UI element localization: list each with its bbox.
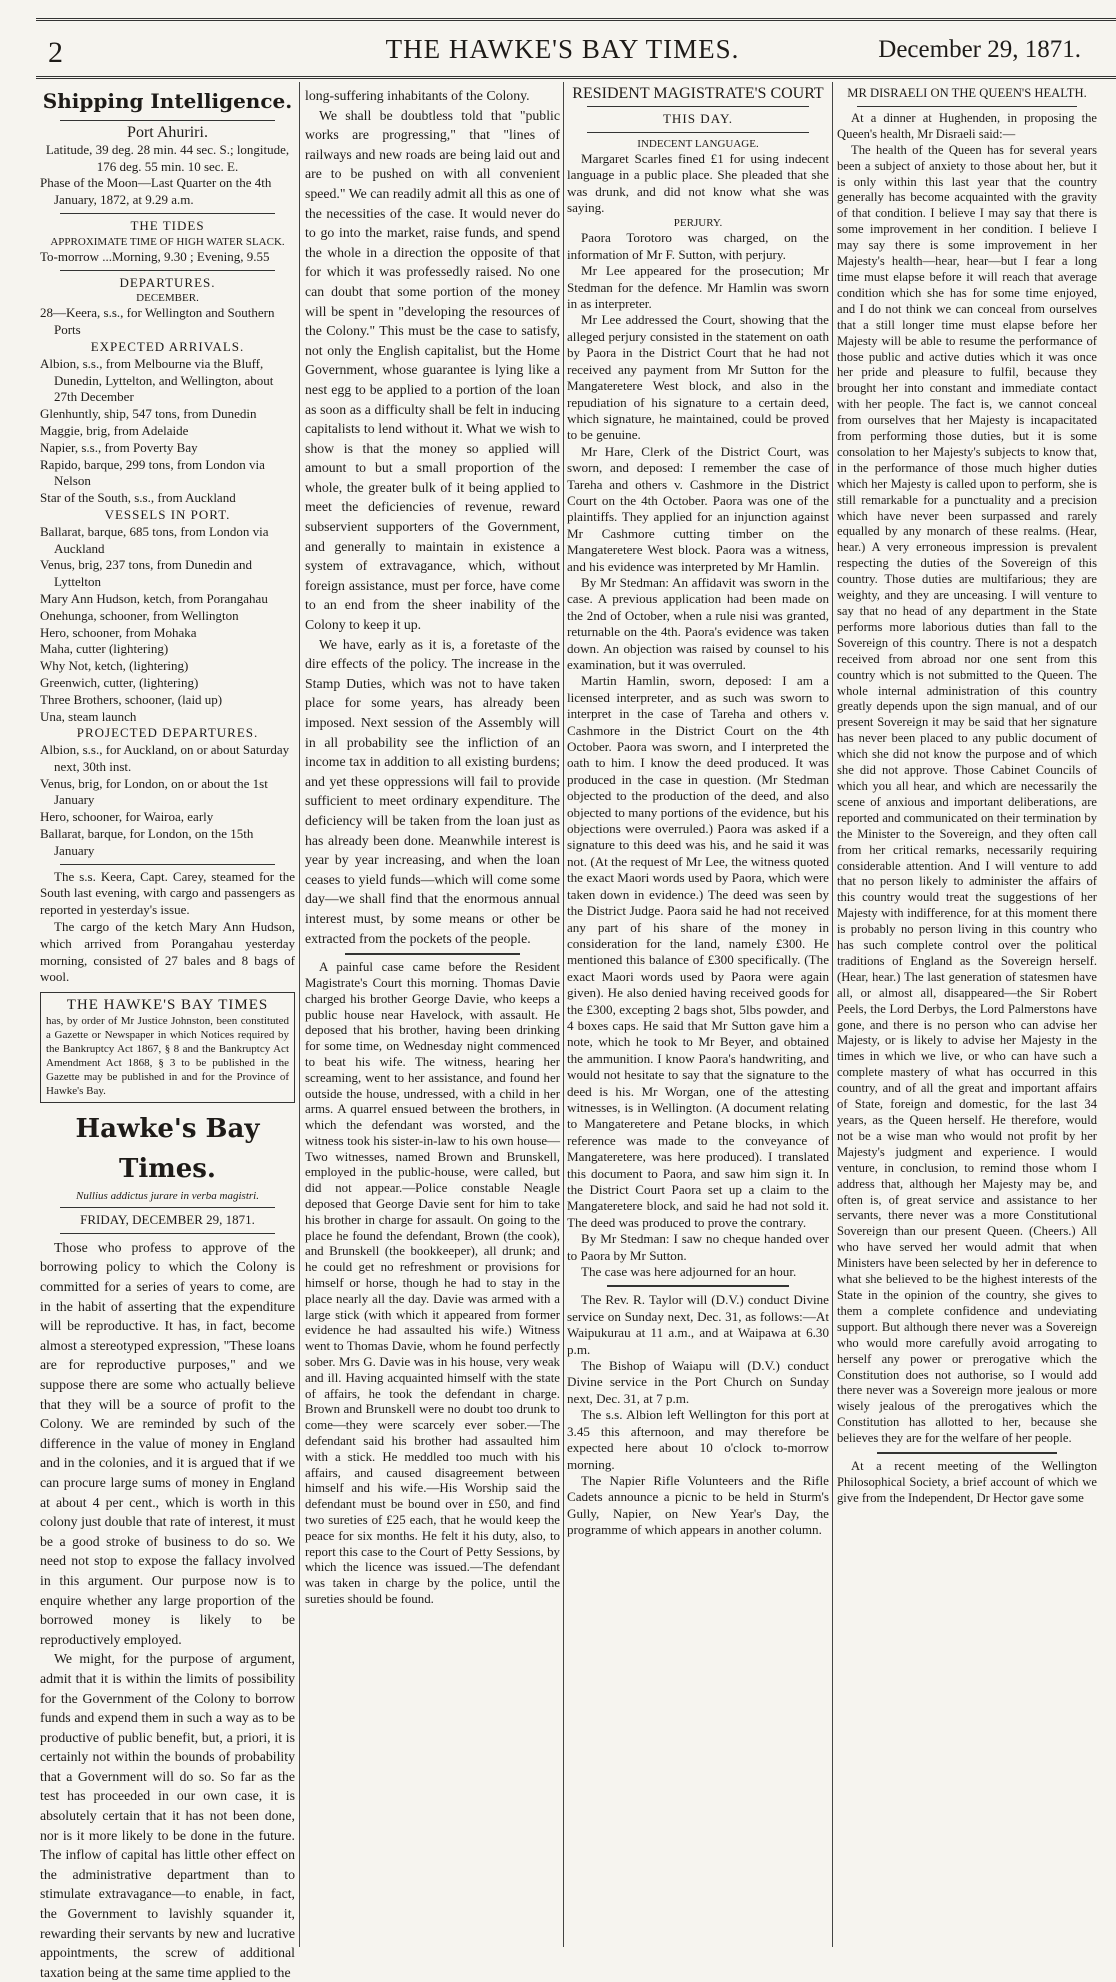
list-item: Greenwich, cutter, (lightering) — [40, 674, 199, 690]
list-item: Star of the South, s.s., from Auckland — [40, 490, 236, 506]
port-name: Port Ahuriri. — [127, 124, 208, 141]
port-coordinates: Latitude, 39 deg. 28 min. 44 sec. S.; longitude, 176 deg. 55 min. 10 sec. E. — [45, 141, 290, 174]
case-heading: PERJURY. — [673, 217, 723, 230]
gazette-notice-title: THE HAWKE'S BAY TIMES — [66, 997, 269, 1014]
list-item: Una, steam launch — [40, 708, 137, 724]
editorial-paragraph: long-suffering inhabitants of the Colony. — [305, 88, 530, 103]
news-paragraph: The Bishop of Waiapu will (D.V.) conduct Divine service in the Port Church on Sunday next, Dec. 31, at 7 p.m. — [567, 1358, 829, 1406]
masthead: Hawke's Bay Times. — [75, 1114, 260, 1185]
court-paragraph: Mr Lee addressed the Court, showing that the alleged perjury consisted in the statement on oath by Paora in the District Court that he had not received any payment from Mr Sutton for the Mangateretere West block, and also in the repudiation of his signature to a certain deed, which signature, he maintained, could be proved to be genuine. — [567, 312, 829, 443]
list-item: Venus, brig, for London, on or about the 1st January — [40, 775, 268, 808]
list-item: Rapido, barque, 299 tons, from London via Nelson — [40, 456, 265, 489]
column-2 — [305, 86, 560, 1608]
editorial-paragraph: We shall be doubtless told that "public works are progressing," that "lines of railways and new roads are being laid out and are to be pushed on with all convenient speed." We can readily admit all this as one of the necessities of the case. It would never do to go into the market, raise funds, and spend the whole in a direction the opposite of that for which it was professedly raised. No one can doubt that some portion of the money will be spent in "developing the resources of the Colony." This must be the case to satisfy, not only the English capitalist, but the Home Government, whose guarantee is lying like a nest egg to be applied to a portion of the loan as soon as a difficulty shall be felt in inducing capitalists to lend without it. What we wish to show is that the money so applied will amount to but a small proportion of the whole, the greater bulk of it being applied to meet the deficiencies of revenue, reward subservient supporters of the Government, and generally to maintain in existence a system of extravagance, which, without foreign assistance, must per force, have come to an end from the sheer inability of the Colony to keep it up. — [305, 107, 560, 633]
column-3 — [567, 86, 829, 1539]
list-item: Mary Ann Hudson, ketch, from Porangahau — [40, 590, 268, 606]
page-number: 2 — [48, 36, 63, 69]
motto: Nullius addictus jurare in verba magistri. — [76, 1190, 259, 1203]
tides-times: To-morrow ...Morning, 9.30 ; Evening, 9.55 — [40, 248, 270, 264]
tides-subheading: APPROXIMATE TIME OF HIGH WATER SLACK. — [50, 235, 285, 248]
editorial-paragraph: We might, for the purpose of argument, admit that it is within the limits of possibility for the Government of the Colony to borrow funds and expend them in such a way as to be productive of public benefit, but, a priori, it is certainly not within the bounds of probability that a Government will do so. So far as the test has proceeded in our own case, it is absolutely certain that it has not been done, nor is it more likely to be done in the future. The inflow of capital has little other effect on the administrative department than to stimulate extravagance—to enable, in fact, the Government to lavishly squander it, rewarding their servants by new and lucrative appointments, the screw of additional taxation being at the same time applied to the — [40, 1651, 295, 1980]
expected-arrivals-heading: EXPECTED ARRIVALS. — [90, 338, 245, 354]
list-item: Hero, schooner, for Wairoa, early — [40, 809, 214, 825]
list-item: Albion, s.s., for Auckland, on or about Saturday next, 30th inst. — [40, 742, 290, 774]
list-item: Why Not, ketch, (lightering) — [40, 658, 189, 674]
column-divider — [299, 82, 300, 1947]
tides-heading: THE TIDES — [130, 217, 205, 233]
court-paragraph: Mr Hare, Clerk of the District Court, was sworn, and deposed: I remember the case of Tareha and others v. Cashmore in the District Court on the 4th October. Paora was one of the plaintiffs. They applied for an injunction against Mr Cashmore cutting timber on the Mangateretere West block. Paora was a witness, and his evidence was interpreted by Mr Hamlin. — [567, 443, 829, 574]
court-subheading: THIS DAY. — [662, 111, 734, 127]
editorial-paragraph: Those who profess to approve of the borrowing policy to which the Colony is committed for a series of years to come, are in the habit of asserting that the expenditure will be reproductive. It has, in fact, become almost a stereotyped expression, "These loans are for reproductive purposes," and we suppose there are some who actually believe that they will be a source of profit to the Colony. We are reminded by such of the difference in the value of money in England and in the colonies, and it is argued that if we can procure large sums of money in England at about 4 per cent., which is worth in this colony just double that rate of interest, it must be a good stroke of business to do so. We need not stop to expose the fallacy involved in this argument. Our purpose now is to enquire whether any large proportion of the borrowed money is likely to be reproductively employed. — [40, 1239, 295, 1647]
court-paragraph: Martin Hamlin, sworn, deposed: I am a licensed interpreter, and as such was sworn to interpret in the case of Tareha and others v. Cashmore in the District Court on the 4th October. Paora was sworn, and I interpreted the oath to him. I know the deed produced. It was produced in the case in question. (Mr Stedman objected to the production of the deed, and also objected to many portions of the evidence, but his objections were overruled.) Paora was asked if a signature to this deed was his, and he said it was not. (At the request of Mr Lee, the witness quoted the exact Maori words used by Paora, which were taken down in evidence.) The deed was seen by the District Judge. Paora said he had not received any part of his share of the money in consideration for the land, namely £300. He mentioned this balance of £300 specifically. (The exact Maori words used by Paora were again given). He also denied having received goods for the £300, excepting 2 bags shot, 5lbs powder, and 4 boxes caps. He said that Mr Sutton gave him a note, which he took to Mr Beyer, and obtained the ammunition. I know Paora's handwriting, and would not hesitate to say that the signature to the deed is his. Mr Worgan, one of the attesting witnesses, is in Wellington. (A document relating to Mangateretere and Petane blocks, in which reference was made to the conveyance of Mangateretere, was here produced). I translated this document to Paora, and saw him sign it. In the District Court Paora set up a claim to the Mangateretere block, and said he had not sold it. The deed was produced to prove the contrary. — [567, 673, 829, 1230]
list-item: Hero, schooner, from Mohaka — [40, 624, 197, 640]
article-heading: MR DISRAELI ON THE QUEEN'S HEALTH. — [847, 86, 1087, 100]
list-item: Three Brothers, schooner, (laid up) — [40, 691, 223, 707]
news-paragraph: The Rev. R. Taylor will (D.V.) conduct Divine service on Sunday next, Dec. 31, as follows:—At Waipukurau at 11 a.m., and at Waipawa at 6.30 p.m. — [567, 1292, 829, 1357]
list-item: Ballarat, barque, 685 tons, from London via Auckland — [40, 523, 269, 556]
page-header — [40, 30, 1085, 68]
departure-item: 28—Keera, s.s., for Wellington and Southern Ports — [40, 305, 275, 338]
news-paragraph: The Napier Rifle Volunteers and the Rifle Cadets announce a picnic to be held in Sturm's Gully, Napier, on New Year's Day, the programme of which appears in another column. — [567, 1472, 829, 1538]
list-item: Glenhuntly, ship, 547 tons, from Dunedin — [40, 406, 257, 422]
column-4 — [837, 86, 1097, 1507]
list-item: Maggie, brig, from Adelaide — [40, 422, 189, 438]
list-item: Venus, brig, 237 tons, from Dunedin and Lyttelton — [40, 557, 252, 590]
issue-date: December 29, 1871. — [878, 36, 1081, 63]
newspaper-title: THE HAWKE'S BAY TIMES. — [385, 34, 740, 64]
case-heading: INDECENT LANGUAGE. — [637, 137, 759, 150]
column-divider — [563, 82, 564, 1947]
shipping-note: The cargo of the ketch Mary Ann Hudson, which arrived from Porangahau yesterday morning, consisted of 27 bales and 8 bags of wool. — [40, 919, 295, 985]
header-rule — [36, 76, 1116, 79]
list-item: Maha, cutter (lightering) — [40, 641, 169, 657]
court-paragraph: Mr Lee appeared for the prosecution; Mr Stedman for the defence. Mr Hamlin was sworn in as interpreter. — [567, 263, 829, 312]
departures-heading: DEPARTURES. — [119, 274, 216, 290]
departures-month: DECEMBER. — [136, 292, 199, 305]
column-divider — [832, 82, 833, 1947]
article-paragraph: The health of the Queen has for several years been a subject of anxiety to those about her, but it is only within this last year that the country generally has become acquainted with the gravity of that condition. I believe I may say that there is some improvement in her condition. I believe I may say there is some improvement in her Majesty's health—hear, hear—but I fear a long time must elapse before it will reach that average condition which she has for some time enjoyed, and I do not think we can conceal from ourselves that a still longer time must elapse before her Majesty will be able to resume the performance of those public and active duties which it was once her pride and pleasure to fulfil, because they brought her into constant and immediate contact with her people. The fact is, we cannot conceal from ourselves that her Majesty is incapacitated from performing those duties, but it is some consolation to her Majesty's subjects to know that, in the performance of those much higher duties which her Majesty is called upon to perform, she is still remarkable for a punctuality and a precision which have never been surpassed and rarely equalled by any monarch of these realms. (Hear, hear.) A very erroneous impression is prevalent respecting the duties of the Sovereign of this country. Those duties are multifarious; they are weighty, and they are unceasing. I will venture to say that no head of any department in the State performs more laborious duties than fall to the Sovereign of this country. There is not a despatch received from abroad nor one sent from this country which is not submitted to the Queen. The whole internal administration of this country greatly depends upon the sign manual, and of our present Sovereign it may be said that her signature has never been placed to any public document of which she did not know the purpose and of which she did not approve. Those Cabinet Councils of which you all hear, and which are necessarily the scene of anxious and important deliberations, are reported and communicated on their termination by the Minister to the Sovereign, and they often call from her critical remarks, necessarily requiring considerable attention. And I will venture to add that no person likely to administer the affairs of this country would treat the suggestions of her Majesty with indifference, for at this moment there is probably no person living in this country who has such complete control over the political traditions of England as the Sovereign herself. (Hear, hear.) The last generation of statesmen have all, or almost all, disappeared—the Sir Robert Peels, the Lord Derbys, the Lord Palmerstons have gone, and there is no person who can advise her Majesty, or is likely to advise her Majesty in the times in which we live, or who can have such a complete mastery of what has occurred in this country, and of all the great and important affairs of State, foreign and domestic, for the last 34 years, as the Queen herself. He therefore, would not be a wise man who would not profit by her Majesty's judgment and experience. I would venture, in conclusion, to remind those whom I address that, although her Majesty may be, and often is, of great service and assistance to her servants, there never was a more Constitutional Sovereign than our present Queen. (Cheers.) All who have served her would admit that when Ministers have been selected by her in deference to what she believed to be the highest interests of the State in the opinion of the country, she gives to them a complete confidence and undeviating support. But although there never was a Sovereign who would more carefully avoid arrogating to herself any power or prerogative which the Constitution does not authorise, so I would add there never was a Sovereign more jealous or more wisely jealous of the prerogatives which the Constitution has allotted to her, because she believes they are for the welfare of her people. — [837, 142, 1097, 1446]
gazette-notice — [40, 992, 295, 1103]
court-paragraph: By Mr Stedman: I saw no cheque handed over to Paora by Mr Sutton. — [567, 1231, 829, 1263]
shipping-note: The s.s. Keera, Capt. Carey, steamed for the South last evening, with cargo and passengers as reported in yesterday's issue. — [40, 868, 295, 918]
top-rule — [36, 18, 1116, 21]
court-heading: RESIDENT MAGISTRATE'S COURT — [572, 85, 824, 102]
list-item: Napier, s.s., from Poverty Bay — [40, 439, 198, 455]
court-paragraph: By Mr Stedman: An affidavit was sworn in the case. A previous application had been made on the 2nd of October, when a rule nisi was granted, returnable on the 4th. Paora's evidence was taken down. An objection was raised by counsel to his examination, but it was overruled. — [567, 574, 829, 672]
list-item: Albion, s.s., from Melbourne via the Bluff, Dunedin, Lyttelton, and Wellington, about 27th December — [40, 355, 274, 405]
list-item: Ballarat, barque, for London, on the 15th January — [40, 826, 254, 858]
vessels-in-port-heading: VESSELS IN PORT. — [104, 506, 231, 522]
court-paragraph: Paora Torotoro was charged, on the information of Mr F. Sutton, with perjury. — [567, 230, 829, 262]
court-paragraph: Margaret Scarles fined £1 for using indecent language in a public place. She pleaded that she was drunk, and did not know what she was saying. — [567, 150, 829, 216]
news-paragraph: The s.s. Albion left Wellington for this port at 3.45 this afternoon, and may therefore be expected here about 10 o'clock to-morrow morning. — [567, 1407, 829, 1472]
list-item: Onehunga, schooner, from Wellington — [40, 607, 239, 623]
court-paragraph: The case was here adjourned for an hour. — [581, 1264, 797, 1280]
article-paragraph: At a dinner at Hughenden, in proposing the Queen's health, Mr Disraeli said:— — [837, 110, 1097, 141]
column-1 — [40, 86, 295, 1982]
article-paragraph: At a recent meeting of the Wellington Philosophical Society, a brief account of which we give from the Independent, Dr Hector gave some — [837, 1459, 1097, 1505]
moon-phase: Phase of the Moon—Last Quarter on the 4th January, 1872, at 9.29 a.m. — [40, 175, 272, 208]
shipping-heading: Shipping Intelligence. — [42, 89, 293, 113]
projected-departures-heading: PROJECTED DEPARTURES. — [76, 725, 259, 741]
editorial-paragraph: We have, early as it is, a foretaste of the dire effects of the policy. The increase in the Stamp Duties, which was not to have taken place for some years, has already been imposed. Next session of the Assembly will in all probability see the infliction of an income tax in addition to all existing burdens; and yet these oppressions will fail to provide sufficient to meet ordinary expenditure. The deficiency will be taken from the loan just as has already been done. Meanwhile interest is year by year increasing, and when the loan ceases to yield funds—which will come some day—we shall find that the enormous annual interest must, by some means or other be extracted from the pockets of the people. — [305, 636, 560, 946]
news-paragraph: A painful case came before the Resident Magistrate's Court this morning. Thomas Davie charged his brother George Davie, who keeps a public house near Havelock, with assault. He deposed that his brother, having been drinking for some time, on Wednesday night commenced to beat his wife. The witness, hearing her screaming, went to her assistance, and found her outside the house, undressed, with a child in her arms. A quarrel ensued between the brothers, in which the defendant was worsted, and the witness took his sister-in-law to his own house—Two witnesses, named Brown and Brunskell, employed in the public-house, were called, but did not appear.—Police constable Neagle deposed that George Davie sent for him to take his brother in charge for assault. On going to the place he found the defendant, Brown (the cook), and Brunskell (the bookkeeper), all drunk; and he could get no refreshment or provisions for himself or horse, though he had to stay in the place nearly all the day. Davie was armed with a large stick (with which it appeared from former evidence he had assaulted his wife.) Witness went to Thomas Davie, whom he found perfectly sober. Mrs G. Davie was in his house, very weak and ill. Having acquainted himself with the state of affairs, he took the defendant in charge. Brown and Brunskell were no doubt too drunk to come—they were scarcely ever sober.—The defendant said his brother had assaulted him with a stick. He meddled too much with his affairs, and caused disagreement between himself and his wife.—His Worship said the defendant must be bound over in £50, and find two sureties of £25 each, that he would keep the peace for six months. He felt it his duty, also, to report this case to the Court of Petty Sessions, by which the licence was issued.—The defendant was taken in charge by the police, until the sureties should be found. — [305, 960, 560, 1606]
editorial-date: FRIDAY, DECEMBER 29, 1871. — [80, 1212, 255, 1228]
gazette-notice-body: has, by order of Mr Justice Johnston, been constituted a Gazette or Newspaper in which Notices required by the Bankruptcy Act 1867, § 8 and the Bankruptcy Act Amendment Act 1868, § 3 to be published in the Gazette may be published in and for the Province of Hawke's Bay. — [46, 1015, 289, 1098]
